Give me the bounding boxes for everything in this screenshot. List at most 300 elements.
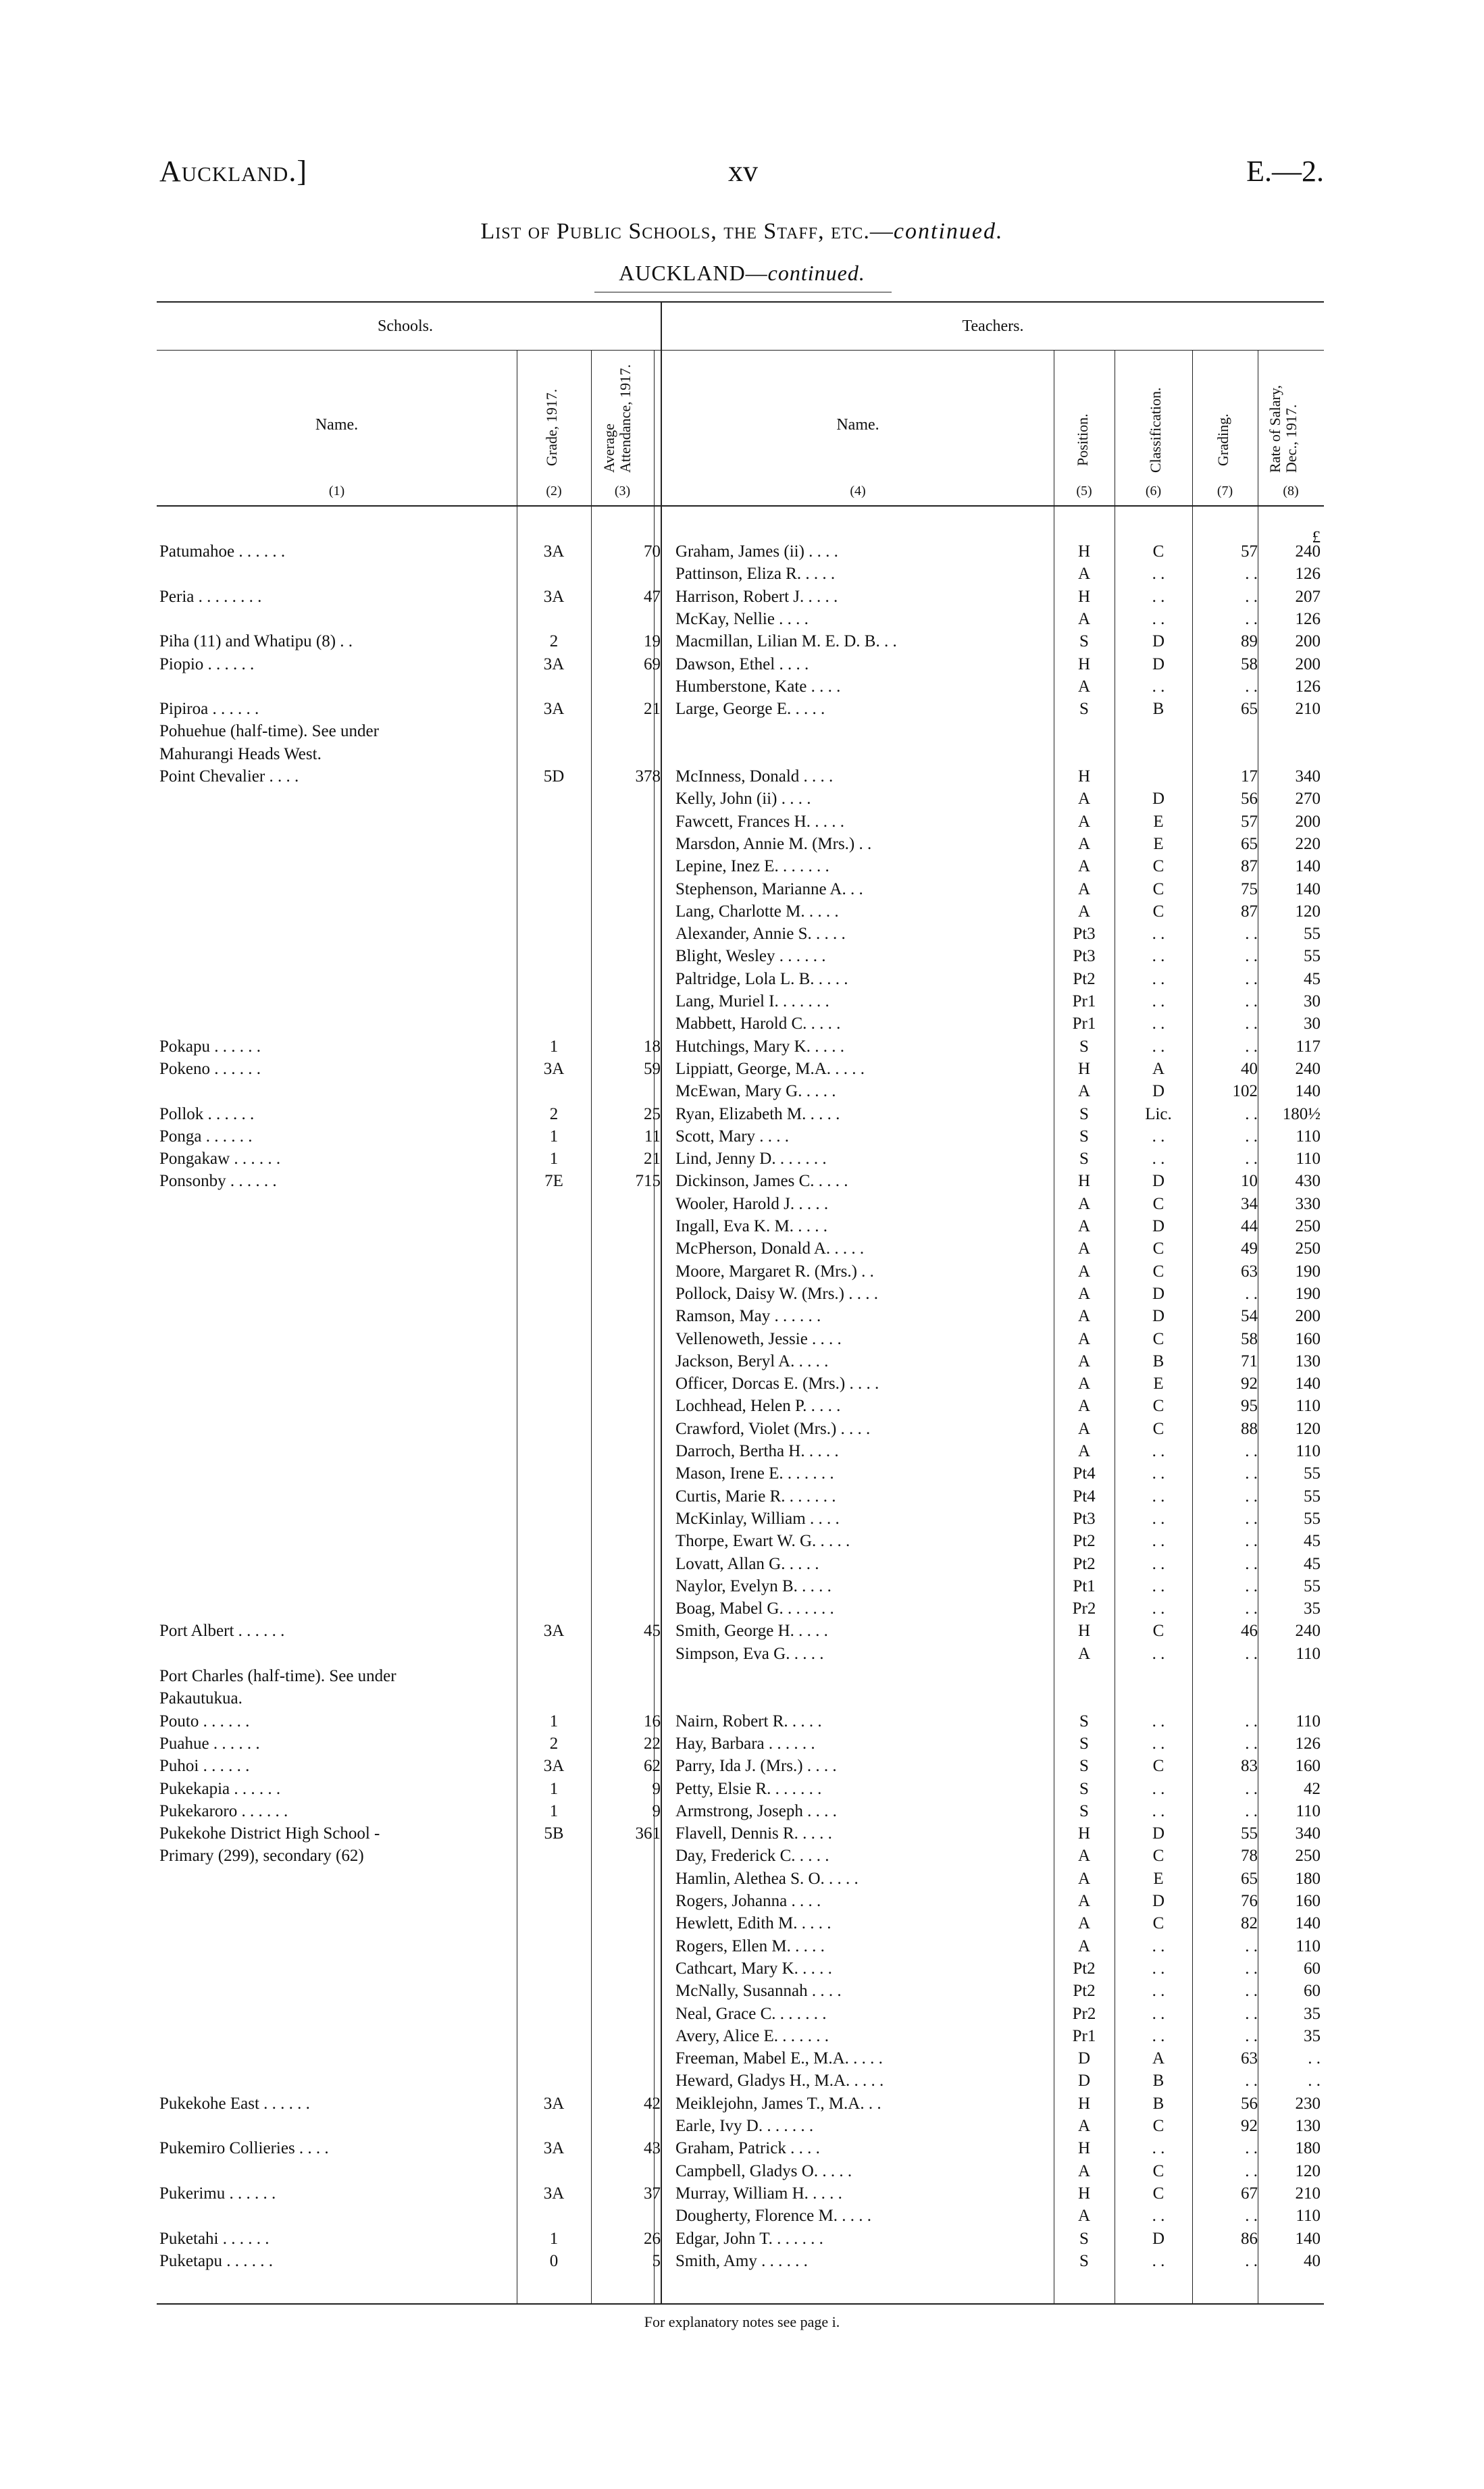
teacher-name-cell: Ingall, Eva K. M. . . . . [675,1217,827,1235]
position-cell: S [1079,1779,1089,1798]
school-name-cell: Pukekapia . . . . . . [159,1779,281,1798]
table-row [0,1058,1484,1080]
teacher-name-cell: Lovatt, Allan G. . . . . [675,1554,819,1573]
teacher-name-cell: Petty, Elsie R. . . . . . . [675,1779,822,1798]
salary-cell: 40 [1304,2251,1321,2270]
teacher-name-cell: Hewlett, Edith M. . . . . [675,1914,831,1933]
school-name-cell: Ponga . . . . . . [159,1127,253,1146]
teacher-name-cell: Blight, Wesley . . . . . . [675,947,826,966]
grading-cell: . . [1245,1576,1258,1595]
salary-cell: 110 [1296,1644,1321,1663]
teacher-name-cell: Edgar, John T. . . . . . . [675,2229,823,2248]
grade-cell: 3A [543,655,565,673]
subtitle-continued: continued. [767,261,865,285]
teacher-name-cell: Pollock, Daisy W. (Mrs.) . . . . [675,1284,878,1303]
table-row [0,1012,1484,1035]
salary-cell: 240 [1295,542,1321,561]
teacher-name-cell: Boag, Mabel G. . . . . . . [675,1599,834,1618]
classification-cell: B [1152,2072,1165,2090]
school-name-cell: Mahurangi Heads West. [159,744,322,763]
position-cell: A [1077,1082,1091,1101]
position-cell: A [1077,2117,1091,2135]
classification-cell: . . [1152,1959,1165,1978]
teacher-name-cell: Dawson, Ethel . . . . [675,655,809,673]
grading-cell: . . [1245,609,1258,628]
grading-cell: 102 [1232,1082,1258,1101]
group-header-rule [157,350,1324,351]
grade-cell: 1 [549,1127,559,1146]
grade-cell: 3A [543,1059,565,1078]
classification-cell: C [1152,857,1165,876]
classification-cell: C [1152,2184,1165,2203]
teacher-name-cell: McKay, Nellie . . . . [675,609,809,628]
salary-cell: 250 [1295,1847,1321,1866]
teacher-name-cell: Cathcart, Mary K. . . . . [675,1959,832,1978]
classification-cell: D [1152,632,1165,651]
table-row [0,608,1484,630]
salary-cell: 190 [1295,1262,1321,1281]
salary-cell: 120 [1295,2161,1321,2180]
classification-cell: . . [1152,1712,1165,1730]
subtitle-main: AUCKLAND— [619,261,768,285]
classification-cell: C [1152,1914,1165,1933]
teacher-name-cell: Kelly, John (ii) . . . . [675,790,811,809]
position-cell: S [1079,1150,1089,1169]
grading-cell: 34 [1241,1194,1258,1213]
grading-cell: . . [1245,1509,1258,1528]
average-attendance-cell: 70 [644,542,661,561]
classification-cell: . . [1152,947,1165,966]
grading-cell: . . [1245,1037,1258,1056]
grade-cell: 1 [549,1150,559,1169]
classification-cell: C [1152,1262,1165,1281]
salary-cell: 200 [1295,1307,1321,1326]
classification-cell: E [1153,1375,1164,1393]
grading-cell: 87 [1241,902,1258,921]
salary-cell: 430 [1295,1172,1321,1191]
position-cell: H [1077,1059,1091,1078]
position-cell: Pt2 [1073,1554,1096,1573]
school-name-cell: Pakautukua. [159,1689,242,1708]
position-cell: A [1077,1442,1091,1460]
school-name-cell: Pouto . . . . . . [159,1712,250,1730]
position-cell: A [1077,1262,1091,1281]
teacher-name-cell: Armstrong, Joseph . . . . [675,1801,837,1820]
grading-cell: 88 [1241,1419,1258,1438]
position-cell: Pr1 [1072,2026,1096,2045]
classification-cell: . . [1152,992,1165,1010]
school-name-cell: Puahue . . . . . . [159,1734,260,1753]
grading-cell: . . [1245,925,1258,944]
teacher-name-cell: Hutchings, Mary K. . . . . [675,1037,844,1056]
position-cell: Pr1 [1072,1015,1096,1033]
school-name-cell: Ponsonby . . . . . . [159,1172,277,1191]
table-row [0,833,1484,855]
position-cell: S [1079,700,1089,719]
footer-note: For explanatory notes see page i. [644,2313,840,2330]
grade-cell: 1 [549,2229,559,2248]
grade-cell: 3A [543,2094,565,2113]
table-row [0,1530,1484,1552]
title-main: List of Public Schools, the Staff, etc.— [480,219,894,244]
grading-cell: . . [1245,1284,1258,1303]
position-cell: A [1077,1284,1091,1303]
salary-cell: 35 [1304,2026,1321,2045]
classification-cell: . . [1152,969,1165,988]
school-name-cell: Pukekaroro . . . . . . [159,1801,288,1820]
average-attendance-cell: 47 [644,587,661,606]
table-row [0,788,1484,810]
grading-cell: . . [1245,1959,1258,1978]
position-cell: A [1077,1194,1091,1213]
school-name-cell: Pipiroa . . . . . . [159,700,259,719]
table-row [0,1957,1484,1980]
position-cell: A [1077,834,1091,853]
salary-cell: 126 [1295,609,1321,628]
grade-cell: 1 [549,1779,559,1798]
school-name-cell: Pukekohe District High School - [159,1824,380,1843]
teacher-name-cell: Macmillan, Lilian M. E. D. B. . . [675,632,897,651]
position-cell: Pr2 [1072,1599,1096,1618]
classification-cell: C [1152,1397,1165,1416]
table-row [0,2003,1484,2025]
position-cell: Pt3 [1073,1509,1096,1528]
salary-cell: 110 [1296,2207,1321,2226]
table-row [0,1800,1484,1822]
table-row [0,1733,1484,1755]
teacher-name-cell: Humberstone, Kate . . . . [675,677,841,696]
teacher-name-cell: Lippiatt, George, M.A. . . . . [675,1059,865,1078]
classification-cell: . . [1152,1801,1165,1820]
position-cell: H [1077,655,1091,673]
salary-cell: 160 [1295,1892,1321,1910]
table-row [0,1553,1484,1575]
grading-cell: . . [1245,587,1258,606]
classification-cell: D [1152,655,1165,673]
table-row [0,2182,1484,2205]
classification-cell: . . [1152,1442,1165,1460]
salary-cell: 55 [1304,1487,1321,1506]
position-cell: D [1077,2049,1091,2068]
salary-cell: 45 [1304,969,1321,988]
grade-header: Grade, 1917. [543,388,560,466]
salary-cell: 270 [1295,790,1321,809]
position-cell: A [1077,902,1091,921]
teacher-name-cell: McNally, Susannah . . . . [675,1982,842,2001]
table-row [0,2047,1484,2070]
school-name-cell: Pukekohe East . . . . . . [159,2094,310,2113]
title-continued: continued. [893,219,1004,244]
grading-cell: . . [1245,2161,1258,2180]
position-cell: Pt2 [1073,1982,1096,2001]
average-attendance-cell: 11 [644,1127,661,1146]
table-row [0,923,1484,945]
table-row [0,1755,1484,1777]
position-cell: A [1077,1375,1091,1393]
col-number-2: (2) [546,484,562,498]
teacher-name-cell: Mason, Irene E. . . . . . . [675,1464,834,1483]
classification-cell: B [1152,2094,1165,2113]
table-row [0,1372,1484,1395]
grading-cell: . . [1245,947,1258,966]
grade-cell: 5B [544,1824,564,1843]
classification-cell: D [1152,790,1165,809]
position-cell: A [1077,1217,1091,1235]
position-cell: Pt3 [1073,947,1096,966]
salary-cell: 35 [1304,2004,1321,2023]
table-row [0,1710,1484,1733]
salary-cell: 110 [1296,1801,1321,1820]
salary-cell: 30 [1304,992,1321,1010]
position-cell: S [1079,1712,1089,1730]
grading-cell: 87 [1241,857,1258,876]
teacher-name-cell: Graham, James (ii) . . . . [675,542,838,561]
average-attendance-cell: 26 [644,2229,661,2248]
table-row [0,2137,1484,2159]
teacher-name-cell: Naylor, Evelyn B. . . . . [675,1576,831,1595]
classification-cell: . . [1152,1576,1165,1595]
average-attendance-cell: 19 [644,632,661,651]
position-cell: A [1077,609,1091,628]
salary-cell: 340 [1295,767,1321,786]
table-row [0,990,1484,1012]
grade-cell: 1 [549,1712,559,1730]
average-attendance-cell: 9 [652,1801,661,1820]
col-number-7: (7) [1217,484,1233,498]
position-cell: S [1079,1801,1089,1820]
average-attendance-cell: 21 [644,1150,661,1169]
grading-cell: 49 [1241,1239,1258,1258]
table-row [0,1980,1484,2002]
teacher-name-cell: Lind, Jenny D. . . . . . . [675,1150,827,1169]
page-subtitle [0,261,1484,286]
salary-cell: 60 [1304,1959,1321,1978]
position-cell: D [1077,2072,1091,2090]
table-row [0,1575,1484,1597]
teacher-name-cell: Flavell, Dennis R. . . . . [675,1824,832,1843]
grading-cell: . . [1245,2004,1258,2023]
position-cell: A [1077,1239,1091,1258]
table-row [0,1665,1484,1687]
school-name-cell: Pukerimu . . . . . . [159,2184,276,2203]
average-attendance-cell: 18 [644,1037,661,1056]
page-title [0,219,1484,245]
classification-cell: D [1152,1824,1165,1843]
classification-cell: D [1152,1307,1165,1326]
teacher-name-cell: Harrison, Robert J. . . . . [675,587,838,606]
grading-cell: 78 [1241,1847,1258,1866]
teacher-name-cell: Rogers, Ellen M. . . . . [675,1936,825,1955]
teacher-name-cell: Ryan, Elizabeth M. . . . . [675,1104,840,1123]
grading-cell: . . [1245,1599,1258,1618]
grading-cell: 65 [1241,834,1258,853]
salary-cell: 110 [1296,1712,1321,1730]
classification-cell: . . [1152,925,1165,944]
classification-cell: . . [1152,565,1165,584]
position-cell: Pr2 [1072,2004,1096,2023]
teacher-name-cell: Lang, Charlotte M. . . . . [675,902,839,921]
col-number-1: (1) [328,484,345,498]
grade-cell: 3A [543,1622,565,1641]
position-cell: A [1077,857,1091,876]
average-attendance-cell: 37 [644,2184,661,2203]
salary-cell: 110 [1296,1150,1321,1169]
salary-cell: 126 [1295,1734,1321,1753]
table-row [0,1868,1484,1890]
position-header: Position. [1074,413,1091,466]
table-row [0,765,1484,788]
grading-cell: 63 [1241,2049,1258,2068]
salary-cell: 30 [1304,1015,1321,1033]
grading-cell: 40 [1241,1059,1258,1078]
position-cell: S [1079,632,1089,651]
salary-cell: 140 [1295,1082,1321,1101]
classification-cell: C [1152,902,1165,921]
table-bottom-rule [157,2303,1324,2305]
salary-cell: 110 [1296,1936,1321,1955]
grading-cell: 92 [1241,2117,1258,2135]
grading-cell: 54 [1241,1307,1258,1326]
position-cell: A [1077,1892,1091,1910]
grade-cell: 2 [549,1734,559,1753]
salary-cell: 210 [1295,2184,1321,2203]
position-cell: A [1077,1419,1091,1438]
table-row [0,878,1484,900]
salary-cell: 140 [1295,857,1321,876]
grading-cell: 95 [1241,1397,1258,1416]
classification-cell: . . [1152,1487,1165,1506]
teacher-name-cell: Wooler, Harold J. . . . . [675,1194,829,1213]
table-row [0,1328,1484,1350]
salary-cell: . . [1308,2072,1321,2090]
table-row [0,2115,1484,2137]
table-row [0,2205,1484,2227]
table-row [0,855,1484,877]
salary-cell: 120 [1295,1419,1321,1438]
grading-cell: 56 [1241,790,1258,809]
teacher-name-cell: Dickinson, James C. . . . . [675,1172,848,1191]
grading-cell: . . [1245,1801,1258,1820]
position-cell: A [1077,812,1091,831]
average-attendance-cell: 42 [644,2094,661,2113]
grade-cell: 5D [543,767,565,786]
grading-cell: . . [1245,2207,1258,2226]
salary-cell: 130 [1295,2117,1321,2135]
position-cell: A [1077,2161,1091,2180]
school-name-cell: Primary (299), secondary (62) [159,1847,364,1866]
teacher-name-cell: McInness, Donald . . . . [675,767,834,786]
salary-cell: 130 [1295,1352,1321,1370]
teacher-name-cell: Day, Frederick C. . . . . [675,1847,829,1866]
salary-cell: . . [1308,2049,1321,2068]
pound-sign: £ [1312,528,1321,546]
salary-cell: 55 [1304,1464,1321,1483]
salary-cell: 330 [1295,1194,1321,1213]
classification-cell: . . [1152,1037,1165,1056]
grading-cell: . . [1245,2139,1258,2158]
classification-cell: C [1152,2161,1165,2180]
school-name-cell: Piopio . . . . . . [159,655,255,673]
grading-cell: . . [1245,677,1258,696]
teacher-name-cell: Murray, William H. . . . . [675,2184,842,2203]
table-row [0,1440,1484,1462]
teacher-name-cell: Lepine, Inez E. . . . . . . [675,857,829,876]
position-cell: A [1077,2207,1091,2226]
table-row [0,1778,1484,1800]
position-cell: Pt2 [1073,1532,1096,1551]
table-top-rule [157,301,1324,303]
teacher-name-cell: Marsdon, Annie M. (Mrs.) . . [675,834,872,853]
salary-cell: 45 [1304,1532,1321,1551]
position-cell: H [1077,1824,1091,1843]
table-row [0,1283,1484,1305]
grade-cell: 1 [549,1037,559,1056]
table-row [0,1350,1484,1372]
table-row [0,811,1484,833]
table-row [0,2025,1484,2047]
salary-cell: 200 [1295,655,1321,673]
position-cell: A [1077,1914,1091,1933]
school-name-cell: Pokeno . . . . . . [159,1059,261,1078]
teacher-name-cell: Thorpe, Ewart W. G. . . . . [675,1532,850,1551]
grading-cell: 55 [1241,1824,1258,1843]
classification-cell: . . [1152,1150,1165,1169]
column-header-rule [157,505,1324,507]
position-cell: A [1077,1329,1091,1348]
grading-header: Grading. [1214,413,1231,466]
teacher-name-cell: Hay, Barbara . . . . . . [675,1734,815,1753]
grading-cell: . . [1245,1442,1258,1460]
classification-cell: A [1152,1059,1165,1078]
table-row [0,1125,1484,1148]
classification-cell: . . [1152,1509,1165,1528]
teacher-name-cell: McEwan, Mary G. . . . . [675,1082,836,1101]
teacher-name-cell: Dougherty, Florence M. . . . . [675,2207,871,2226]
classification-cell: C [1152,1239,1165,1258]
grading-cell: 71 [1241,1352,1258,1370]
table-row [0,1597,1484,1620]
table-row [0,2070,1484,2092]
grading-cell: 89 [1241,632,1258,651]
teacher-name-cell: Stephenson, Marianne A. . . [675,879,863,898]
classification-cell: D [1152,1284,1165,1303]
classification-cell: D [1152,2229,1165,2248]
position-cell: A [1077,1352,1091,1370]
school-name-cell: Patumahoe . . . . . . [159,542,286,561]
salary-cell: 126 [1295,677,1321,696]
classification-cell: . . [1152,1554,1165,1573]
table-row [0,1237,1484,1260]
grade-cell: 0 [549,2251,559,2270]
grading-cell: 10 [1241,1172,1258,1191]
table-row [0,1687,1484,1710]
salary-cell: 220 [1295,834,1321,853]
teacher-name-cell: Hamlin, Alethea S. O. . . . . [675,1869,859,1888]
teacher-name-cell: Freeman, Mabel E., M.A. . . . . [675,2049,883,2068]
rate-of-salary-header: Rate of Salary, Dec., 1917. [1266,385,1300,473]
position-cell: Pt2 [1073,969,1096,988]
teacher-name-cell: Scott, Mary . . . . [675,1127,790,1146]
salary-cell: 42 [1304,1779,1321,1798]
grading-cell: . . [1245,565,1258,584]
school-name-cell: Pongakaw . . . . . . [159,1150,281,1169]
classification-cell: . . [1152,1982,1165,2001]
grading-cell: . . [1245,2072,1258,2090]
salary-cell: 340 [1295,1824,1321,1843]
table-row [0,1103,1484,1125]
grading-cell: 83 [1241,1757,1258,1776]
salary-cell: 160 [1295,1757,1321,1776]
